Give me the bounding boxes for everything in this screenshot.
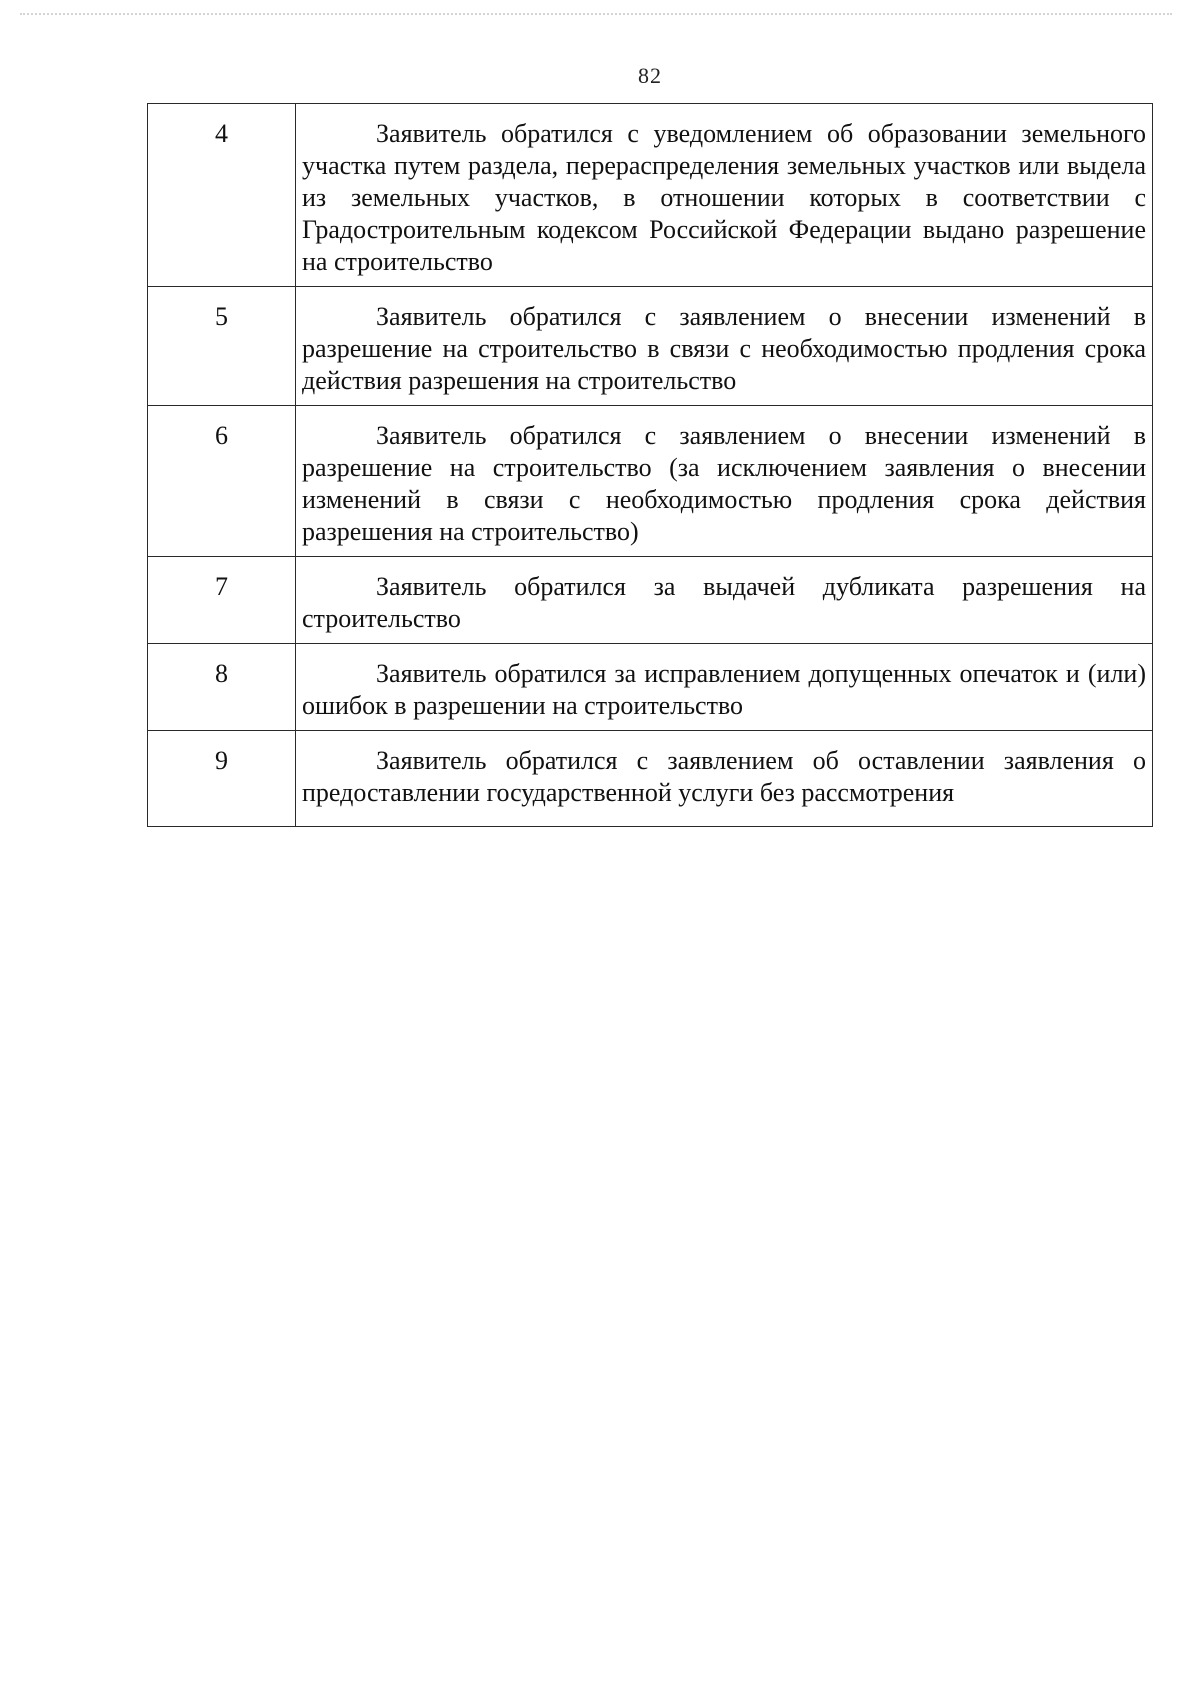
table-row [148, 557, 1153, 644]
row-text: Заявитель обратился с заявлением о внесении изменений в разрешение на строительство в связи с необходимостью продления срока действия разрешения на строительство [296, 287, 1153, 406]
grounds-table [147, 103, 1153, 827]
row-number: 5 [148, 287, 296, 406]
row-number: 4 [148, 104, 296, 287]
row-number: 7 [148, 557, 296, 644]
table-row [148, 644, 1153, 731]
row-number: 8 [148, 644, 296, 731]
row-text: Заявитель обратился с уведомлением об образовании земельного участка путем раздела, перераспределения земельных участков или выдела из земельных участков, в отношении которых в соответствии с Градостроительным кодексом Российской Федерации выдано разрешение на строительство [296, 104, 1153, 287]
table-row [148, 287, 1153, 406]
page-number: 82 [638, 63, 662, 88]
table-row [148, 731, 1153, 827]
row-number: 6 [148, 406, 296, 557]
row-text: Заявитель обратился за исправлением допущенных опечаток и (или) ошибок в разрешении на строительство [296, 644, 1153, 731]
row-text: Заявитель обратился за выдачей дубликата разрешения на строительство [296, 557, 1153, 644]
table-row [148, 104, 1153, 287]
row-text: Заявитель обратился с заявлением об оставлении заявления о предоставлении государственной услуги без рассмотрения [296, 731, 1153, 827]
row-number: 9 [148, 731, 296, 827]
table-row [148, 406, 1153, 557]
row-text: Заявитель обратился с заявлением о внесении изменений в разрешение на строительство (за исключением заявления о внесении изменений в связи с необходимостью продления срока действия разрешения на строительство) [296, 406, 1153, 557]
scan-edge-noise [20, 13, 1172, 15]
